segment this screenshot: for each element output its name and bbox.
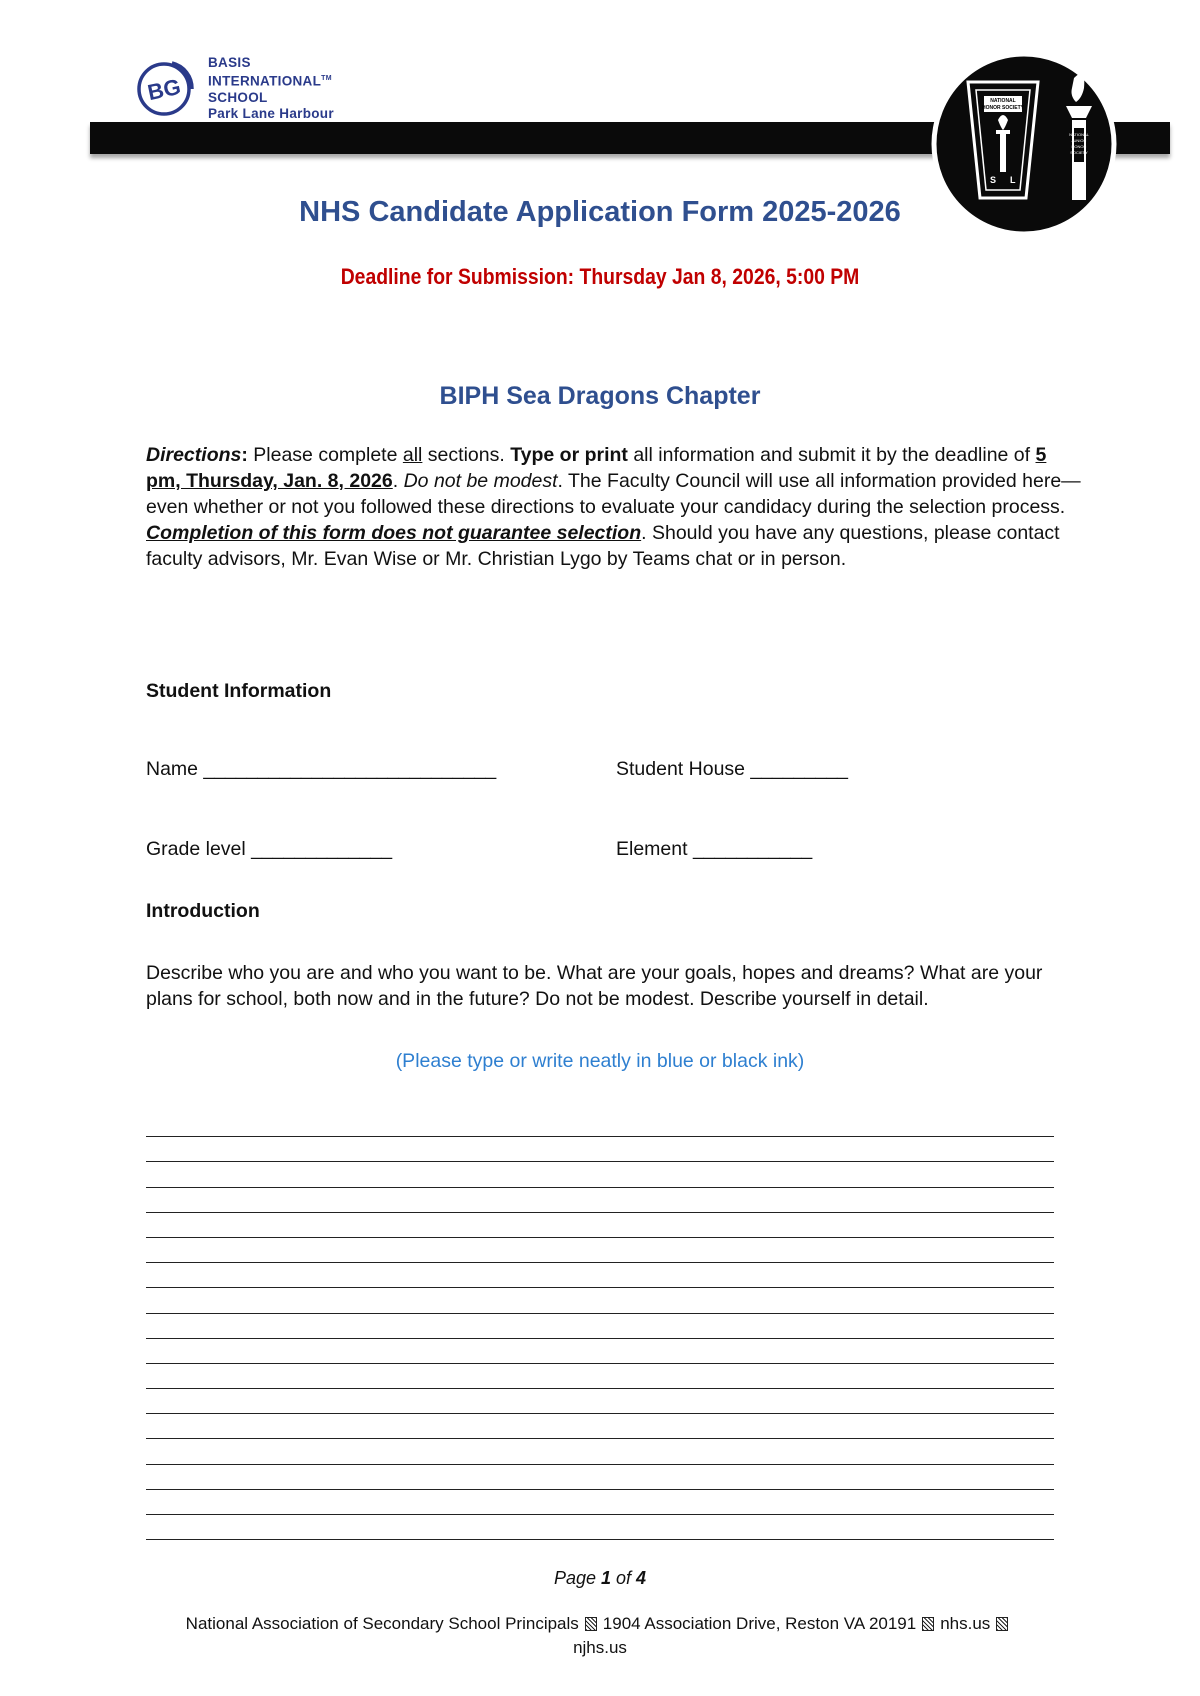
page-prefix: Page (553, 1568, 601, 1588)
ink-instruction-note: (Please type or write neatly in blue or black ink) (395, 1050, 805, 1072)
logo-monogram: BG (145, 73, 183, 106)
svg-text:S: S (990, 175, 997, 185)
answer-line[interactable] (146, 1364, 1054, 1389)
introduction-prompt: Describe who you are and who you want to be. What are your goals, hopes and dreams? What are your plans for school, both now and in the future? Do not be modest. Describe yourself in detail. (146, 962, 1043, 1010)
separator-icon (922, 1617, 934, 1631)
answer-line[interactable] (146, 1188, 1054, 1213)
answer-line[interactable] (146, 1414, 1054, 1439)
directions-text-4: . (392, 470, 404, 492)
directions-text-3: all information and submit it by the deadline of (627, 444, 1036, 466)
deadline-notice: Deadline for Submission: Thursday Jan 8, 2026, 5:00 PM (340, 264, 860, 289)
school-logo-text (208, 55, 334, 122)
svg-text:JUNIOR: JUNIOR (1071, 138, 1087, 143)
footer-address: 1904 Association Drive, Reston VA 20191 (602, 1614, 917, 1633)
directions-text-5: . The Faculty Council will use all information provided here—even whether or not you followed these directions to evaluate your candidacy during the selection process. (146, 470, 1081, 518)
page-current: 1 (601, 1568, 612, 1588)
logo-line-2: INTERNATIONAL (208, 73, 322, 89)
footer-site-njhs[interactable]: njhs.us (573, 1638, 627, 1657)
separator-icon (585, 1617, 597, 1631)
answer-line[interactable] (146, 1389, 1054, 1414)
directions-all: all (402, 444, 423, 466)
separator-icon (996, 1617, 1008, 1631)
answer-line[interactable] (146, 1490, 1054, 1515)
element-field[interactable]: Element ___________ (616, 838, 813, 860)
footer-site-nhs[interactable]: nhs.us (940, 1614, 991, 1633)
logo-line-4: Park Lane Harbour (208, 105, 334, 121)
footer (140, 1612, 1060, 1660)
answer-line[interactable] (146, 1112, 1054, 1137)
grade-level-field[interactable]: Grade level _____________ (146, 838, 393, 860)
logo-line-1: BASIS (208, 55, 251, 70)
directions-deadline: 5 pm, Thursday, Jan. 8, 2026 (146, 444, 1047, 492)
school-logo-icon (134, 55, 198, 119)
answer-line[interactable] (146, 1213, 1054, 1238)
directions-text-6: . Should you have any questions, please contact faculty advisors, Mr. Evan Wise or Mr. Christian Lygo by Teams chat or in person. (146, 522, 1060, 570)
directions-type-or-print: Type or print (510, 444, 628, 466)
logo-line-3: SCHOOL (208, 89, 268, 105)
answer-line[interactable] (146, 1439, 1054, 1464)
introduction-heading: Introduction (146, 900, 260, 922)
student-house-field[interactable]: Student House _________ (616, 758, 849, 780)
answer-line[interactable] (146, 1465, 1054, 1490)
directions-text-1: Please complete (247, 444, 403, 466)
answer-line[interactable] (146, 1238, 1054, 1263)
directions-colon: : (241, 444, 248, 466)
student-info-heading: Student Information (146, 680, 332, 702)
answer-line[interactable] (146, 1339, 1054, 1364)
svg-text:L: L (1010, 175, 1016, 185)
name-field[interactable]: Name ___________________________ (146, 758, 497, 780)
svg-text:NATIONAL: NATIONAL (990, 98, 1016, 104)
answer-line[interactable] (146, 1263, 1054, 1288)
footer-org: National Association of Secondary School Principals (185, 1614, 579, 1633)
svg-text:SOCIETY: SOCIETY (1070, 150, 1088, 155)
page-of: of (611, 1568, 637, 1588)
directions-paragraph (146, 442, 1084, 572)
answer-line[interactable] (146, 1162, 1054, 1187)
directions-modest: Do not be modest (403, 470, 558, 492)
answer-line[interactable] (146, 1288, 1054, 1313)
answer-line[interactable] (146, 1137, 1054, 1162)
answer-line[interactable] (146, 1515, 1054, 1540)
svg-text:HONOR SOCIETY: HONOR SOCIETY (982, 105, 1024, 111)
svg-text:HONOR: HONOR (1071, 144, 1087, 149)
answer-line[interactable] (146, 1314, 1054, 1339)
svg-text:NATIONAL: NATIONAL (1069, 132, 1089, 137)
directions-guarantee: Completion of this form does not guarantee selection (146, 522, 642, 544)
introduction-answer-area[interactable] (146, 1112, 1054, 1540)
directions-text-2: sections. (422, 444, 511, 466)
chapter-heading: BIPH Sea Dragons Chapter (439, 382, 761, 410)
form-title: NHS Candidate Application Form 2025-2026 (299, 196, 901, 228)
page-number (0, 1568, 1200, 1589)
logo-trademark: TM (321, 75, 332, 82)
directions-label: Directions (146, 444, 242, 466)
page-total: 4 (636, 1568, 647, 1588)
